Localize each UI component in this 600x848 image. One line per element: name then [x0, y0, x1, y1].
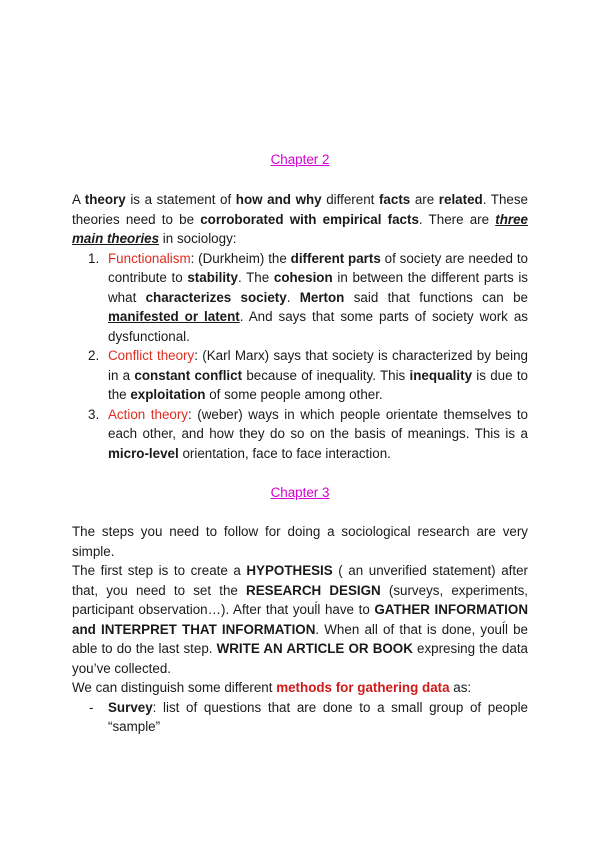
methods-list	[72, 698, 528, 737]
theories-list	[72, 249, 528, 464]
research-steps-intro: The steps you need to follow for doing a sociological research are very simple.	[72, 524, 528, 559]
chapter-3-body	[72, 522, 528, 737]
list-item-survey: - Survey: list of questions that are done to a small group of people “sample”	[89, 699, 528, 734]
chapter-2-heading[interactable]: Chapter 2	[270, 152, 330, 167]
list-item-conflict-theory: 2. Conflict theory: (Karl Marx) says that society is characterized by being in a constant conflict because of inequality. This inequality is due to the exploitation of some people among other.	[88, 348, 528, 402]
list-item-functionalism: 1. Functionalism: (Durkheim) the different parts of society are needed to contribute to stability. The cohesion in between the different parts is what characterizes society. Merton said that functions can be manifested or latent. And says that some parts of society work as dysfunctional.	[88, 250, 528, 344]
theory-intro-paragraph: A theory is a statement of how and why different facts are related. These theories need to be corroborated with empirical facts. There are three main theories in sociology:	[72, 192, 528, 246]
document-page	[72, 0, 528, 848]
chapter-2-body	[72, 190, 528, 463]
list-item-action-theory: 3. Action theory: (weber) ways in which people orientate themselves to each other, and how they do so on the basis of meanings. This is a micro-level orientation, face to face interaction.	[88, 406, 528, 461]
research-steps-paragraph: The first step is to create a HYPOTHESIS ( an unverified statement) after that, you need to set the RESEARCH DESIGN (surveys, experiments, participant observation…). After that youĺl have to GATHER INFORMATION and INTERPRET THAT INFORMATION. When all of that is done, youĺl be able to do the last step. WRITE AN ARTICLE OR BOOK expresing the data you’ve collected.	[72, 563, 528, 676]
methods-intro: We can distinguish some different methods for gathering data as:	[72, 680, 472, 695]
chapter-3-heading[interactable]: Chapter 3	[270, 485, 330, 500]
